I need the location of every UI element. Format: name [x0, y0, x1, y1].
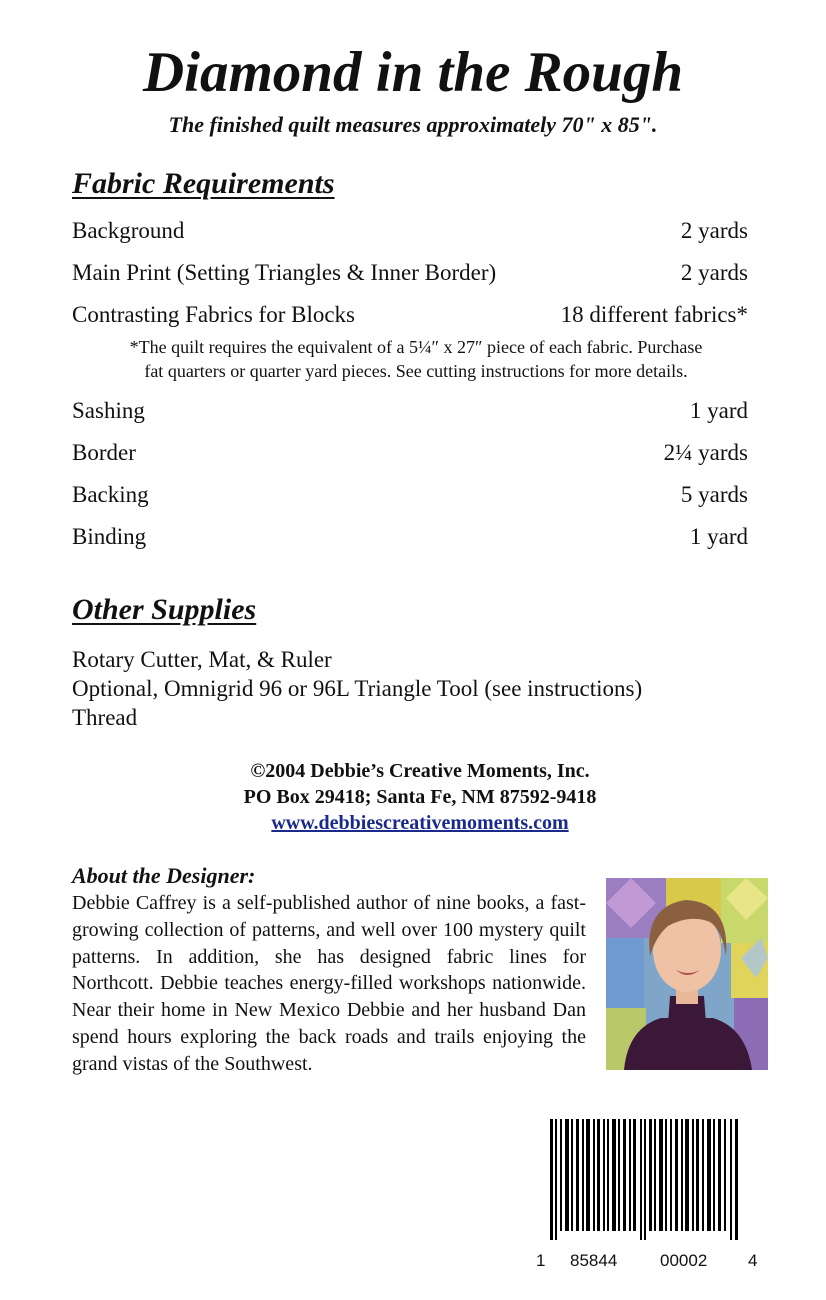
barcode-digit-left: 1: [536, 1251, 546, 1270]
fabric-row-main-print: [72, 258, 748, 288]
quilt-size-subtitle: The finished quilt measures approximately 70" x 85".: [168, 112, 658, 137]
barcode-group-2: 00002: [660, 1251, 708, 1270]
fabric-name: Binding: [72, 524, 147, 549]
supply-item: Thread: [72, 705, 138, 730]
supply-item: Rotary Cutter, Mat, & Ruler: [72, 647, 332, 672]
address-line: PO Box 29418; Santa Fe, NM 87592-9418: [243, 786, 597, 808]
fabric-row-background: [72, 216, 748, 246]
fabric-row-contrasting: [72, 300, 748, 330]
about-designer-text: Debbie Caffrey is a self-published author of nine books, a fast-growing collection of patterns, and well over 100 mystery quilt patterns. In addition, she has designed fabric lines for Northcott. Debbie teaches energy-filled workshops nationwide. Near their home in New Mexico Debbie and her husband Dan spend hours exploring the back roads and trails enjoying the grand vistas of the Southwest.: [72, 892, 586, 1075]
supply-item: Optional, Omnigrid 96 or 96L Triangle Tool (see instructions): [72, 676, 643, 701]
other-supplies-heading: Other Supplies: [72, 593, 257, 626]
fabric-name: Border: [72, 440, 136, 465]
supplies-list: [72, 645, 772, 732]
fabric-name: Background: [72, 218, 185, 243]
fabric-quantity: 18 different fabrics*: [560, 302, 748, 327]
footnote-line-1: *The quilt requires the equivalent of a 5¼″ x 27″ piece of each fabric. Purchase: [129, 337, 703, 357]
barcode-group-1: 85844: [570, 1251, 618, 1270]
fabric-quantity: 1 yard: [689, 524, 748, 549]
fabric-name: Contrasting Fabrics for Blocks: [72, 302, 355, 327]
fabric-quantity: 2¼ yards: [663, 440, 748, 465]
copyright-line: ©2004 Debbie’s Creative Moments, Inc.: [250, 760, 590, 782]
fabric-row-backing: [72, 480, 748, 510]
fabric-quantity: 2 yards: [680, 218, 748, 243]
about-designer-heading: About the Designer:: [72, 863, 256, 888]
fabric-quantity: 5 yards: [680, 482, 748, 507]
fabric-row-binding: [72, 522, 748, 552]
fabric-requirements-heading: Fabric Requirements: [72, 167, 335, 200]
fabric-name: Main Print (Setting Triangles & Inner Border): [72, 260, 497, 285]
fabric-row-sashing: [72, 396, 748, 426]
fabric-quantity: 1 yard: [689, 398, 748, 423]
fabric-row-border: [72, 438, 748, 468]
barcode-bars: [550, 1119, 742, 1240]
barcode-digit-right: 4: [748, 1251, 758, 1270]
website-link[interactable]: www.debbiescreativemoments.com: [271, 812, 569, 834]
page-title: Diamond in the Rough: [142, 41, 684, 104]
fabric-footnote: [68, 335, 764, 383]
fabric-name: Backing: [72, 482, 149, 507]
footnote-line-2: fat quarters or quarter yard pieces. See cutting instructions for more details.: [144, 361, 688, 381]
fabric-quantity: 2 yards: [680, 260, 748, 285]
publisher-block: [0, 758, 826, 836]
designer-photo: [606, 878, 768, 1070]
fabric-name: Sashing: [72, 398, 145, 423]
